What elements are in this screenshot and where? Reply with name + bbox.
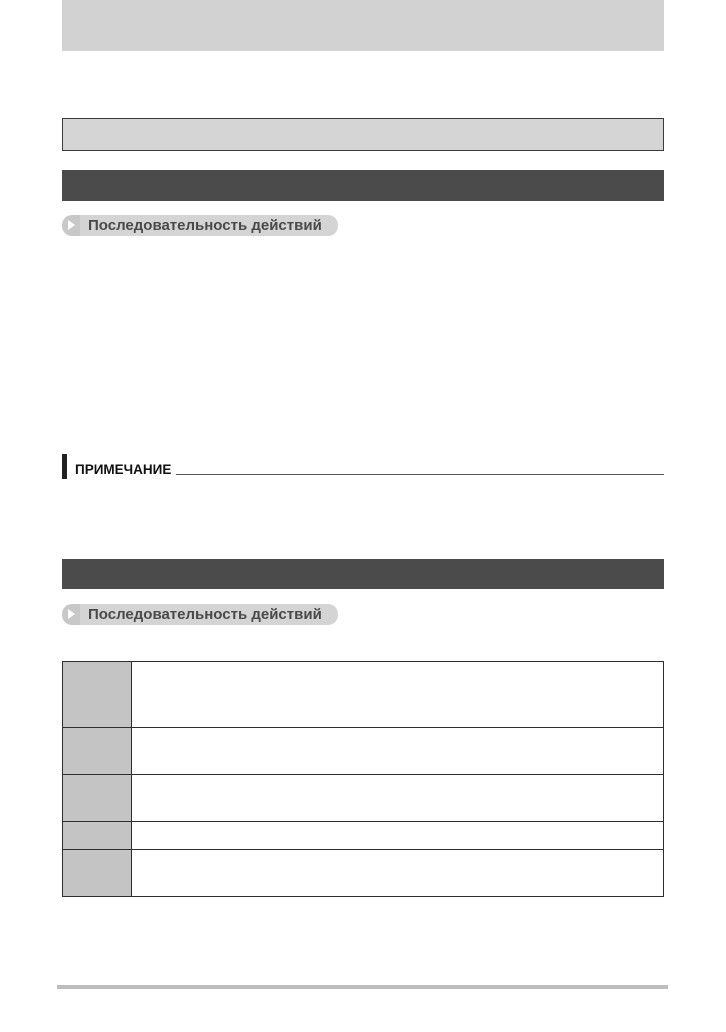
settings-table: [62, 661, 664, 897]
table-key-cell: [63, 728, 132, 775]
procedure-label-text: Последовательность действий: [80, 604, 338, 625]
top-banner: [62, 0, 664, 51]
play-arrow-icon: [62, 215, 80, 236]
note-marker: [62, 454, 67, 479]
play-arrow-icon: [62, 604, 80, 625]
table-value-cell: [132, 728, 664, 775]
table-value-cell: [132, 850, 664, 897]
table-row: [63, 822, 664, 850]
table-value-cell: [132, 822, 664, 850]
table-value-cell: [132, 662, 664, 728]
table-row: [63, 728, 664, 775]
table-key-cell: [63, 775, 132, 822]
table-key-cell: [63, 850, 132, 897]
table-key-cell: [63, 822, 132, 850]
procedure-label: [62, 604, 338, 625]
table-row: [63, 850, 664, 897]
subheading-bar: [62, 118, 664, 151]
procedure-label: [62, 215, 338, 236]
note-rule: [176, 474, 664, 475]
table-row: [63, 775, 664, 822]
table-value-cell: [132, 775, 664, 822]
table-key-cell: [63, 662, 132, 728]
note-title: ПРИМЕЧАНИЕ: [75, 462, 172, 477]
table-row: [63, 662, 664, 728]
section-header-bar: [62, 559, 664, 589]
footer-rule: [57, 985, 668, 989]
note-heading: [62, 454, 664, 479]
section-header-bar: [62, 170, 664, 201]
procedure-label-text: Последовательность действий: [80, 215, 338, 236]
